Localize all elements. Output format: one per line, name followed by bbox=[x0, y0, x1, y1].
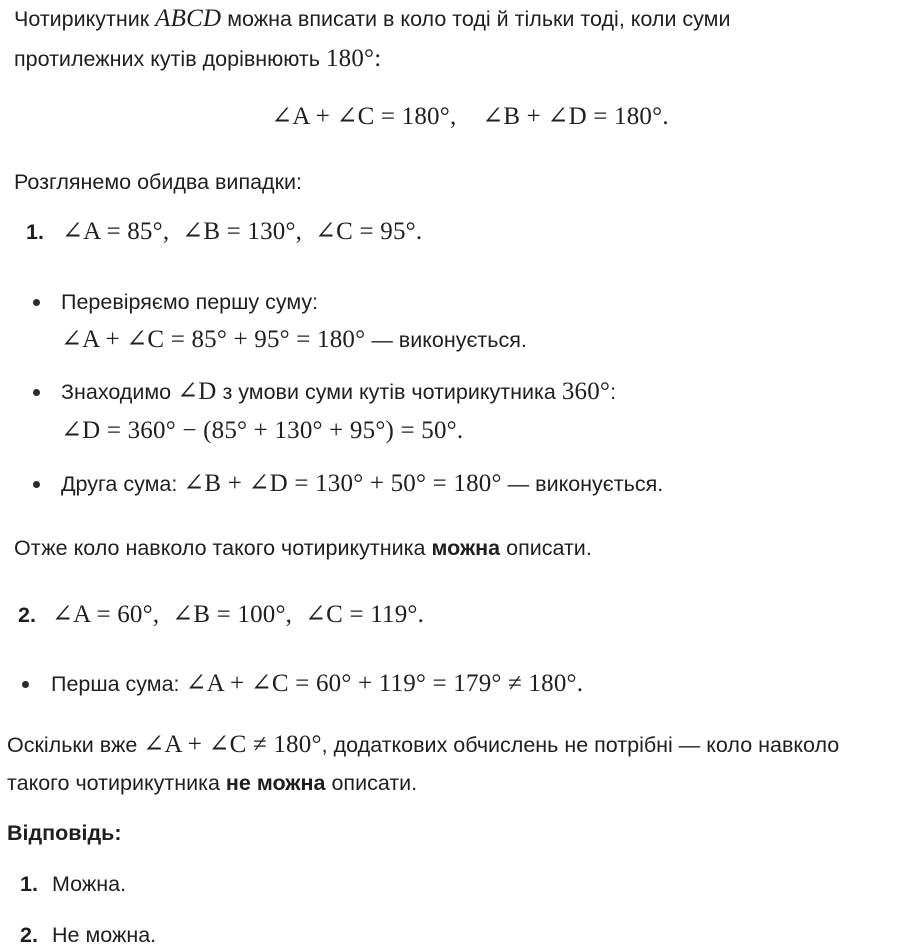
intro-text: Чотирикутник bbox=[14, 7, 156, 31]
final-text: Оскільки вже bbox=[7, 733, 144, 757]
quadrilateral-name: ABCD bbox=[155, 5, 222, 32]
bullet-1 bbox=[33, 299, 40, 306]
conclusion-post: описати. bbox=[500, 536, 592, 560]
bullet-2-text-2: з умови суми кутів чотирикутника bbox=[216, 380, 562, 404]
consider-cases: Розглянемо обидва випадки: bbox=[14, 170, 302, 194]
bullet-1-formula: ∠A + ∠C = 85° + 95° = 180° bbox=[61, 326, 366, 353]
intro-text-2: протилежних кутів дорівнюють bbox=[14, 47, 326, 71]
case-1-heading bbox=[26, 217, 422, 247]
bullet-3-text: Друга сума: bbox=[61, 472, 184, 496]
answer-number-2: 2. bbox=[20, 923, 38, 947]
final-math: ∠A + ∠C ≠ 180° bbox=[143, 731, 322, 758]
case-1-formula: ∠A = 85°, ∠B = 130°, ∠C = 95°. bbox=[62, 218, 423, 245]
case-2-heading bbox=[18, 600, 424, 630]
condition-formula: ∠A + ∠C = 180°, ∠B + ∠D = 180°. bbox=[271, 103, 669, 130]
answer-heading: Відповідь: bbox=[7, 821, 122, 845]
bullet-2-text-3: : bbox=[610, 380, 617, 404]
bullet-2-formula: ∠D = 360° − (85° + 130° + 95°) = 50°. bbox=[61, 417, 464, 444]
bullet-1-suffix: — виконується. bbox=[365, 328, 527, 352]
final-pre: такого чотирикутника bbox=[7, 771, 226, 795]
bullet-1-line-1: Перевіряємо першу суму: bbox=[61, 290, 319, 314]
bullet-3 bbox=[33, 481, 40, 488]
final-bold: не можна bbox=[225, 771, 326, 795]
case-2-formula: ∠A = 60°, ∠B = 100°, ∠C = 119°. bbox=[52, 601, 425, 628]
case-2-number: 2. bbox=[18, 603, 36, 627]
answer-number-1: 1. bbox=[20, 872, 38, 896]
bullet-4 bbox=[22, 681, 29, 688]
final-line-1 bbox=[7, 730, 839, 760]
bullet-3-formula: ∠B + ∠D = 130° + 50° = 180° bbox=[183, 470, 502, 497]
answer-item-2 bbox=[20, 920, 156, 950]
case-1-conclusion bbox=[14, 533, 592, 563]
answer-text-1: Можна. bbox=[52, 872, 127, 896]
intro-line-2 bbox=[14, 44, 381, 74]
bullet-2-line-1 bbox=[61, 377, 616, 407]
final-post: описати. bbox=[325, 771, 418, 795]
bullet-3-suffix: — виконується. bbox=[501, 472, 664, 496]
conclusion-bold: можна bbox=[431, 536, 501, 560]
answer-item-1 bbox=[20, 869, 126, 899]
intro-rest: можна вписати в коло тоді й тільки тоді, коли суми bbox=[221, 7, 731, 31]
case-1-number: 1. bbox=[26, 220, 44, 244]
bullet-2 bbox=[33, 389, 40, 396]
answer-text-2: Не можна. bbox=[52, 923, 157, 947]
intro-line-1 bbox=[14, 4, 730, 34]
bullet-2-math: ∠D bbox=[177, 378, 217, 405]
bullet-3-line bbox=[61, 469, 663, 499]
case-2-bullet-formula: ∠A + ∠C = 60° + 119° = 179° ≠ 180°. bbox=[185, 670, 584, 697]
bullet-1-line-2 bbox=[61, 325, 527, 355]
final-line-2 bbox=[7, 768, 417, 798]
case-2-bullet-text: Перша сума: bbox=[51, 672, 186, 696]
conclusion-pre: Отже коло навколо такого чотирикутника bbox=[14, 536, 432, 560]
bullet-2-text: Знаходимо bbox=[61, 380, 178, 404]
case-2-bullet-line bbox=[51, 669, 583, 699]
bullet-2-math-2: 360° bbox=[561, 378, 611, 405]
angle-sum-value: 180°: bbox=[325, 45, 382, 72]
final-rest: , додаткових обчислень не потрібні — коло навколо bbox=[321, 733, 840, 757]
